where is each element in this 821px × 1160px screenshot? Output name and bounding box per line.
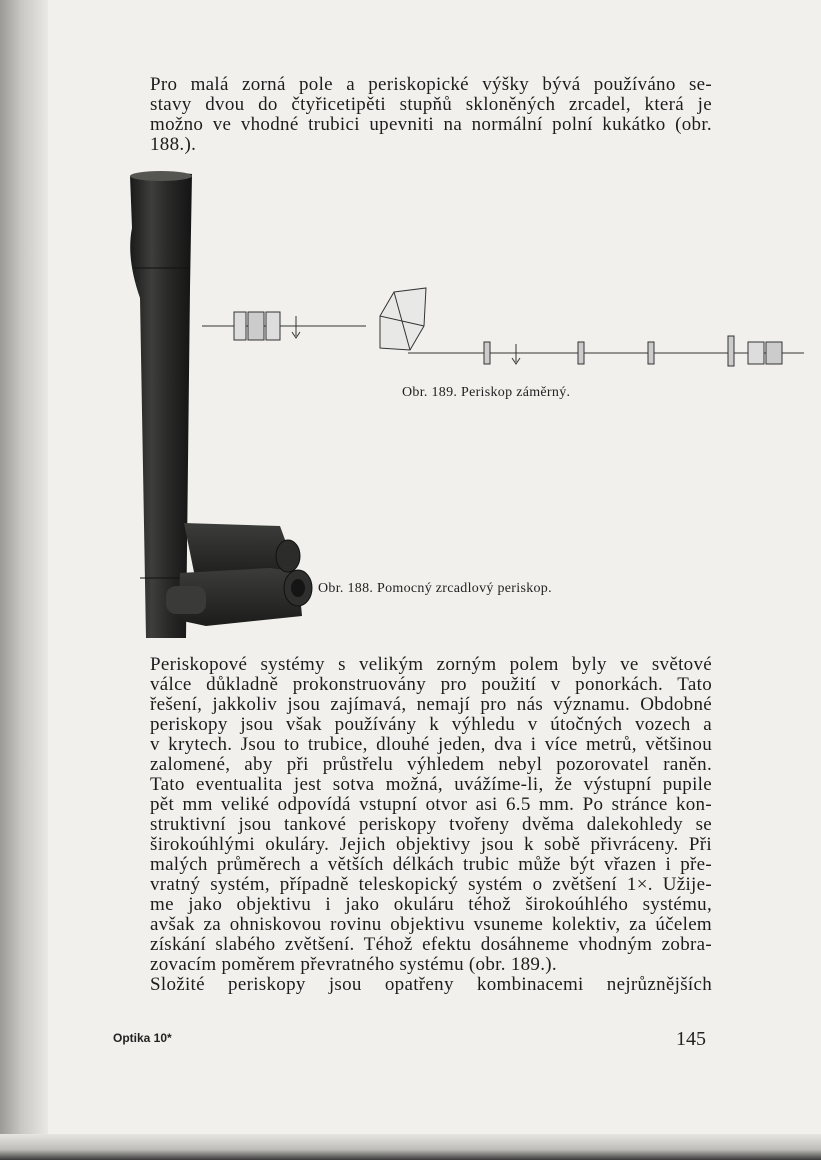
figure-188-caption: Obr. 188. Pomocný zrcadlový periskop. xyxy=(318,581,552,596)
text-line: možno ve vhodné trubici upevniti na normální polní kukátko (obr. xyxy=(150,114,712,135)
paragraph-mirror-periscope xyxy=(150,75,712,155)
text-line: avšak za ohniskovou rovinu objektivu vsuneme kolektiv, za účelem xyxy=(150,914,712,935)
text-line: Pro malá zorná pole a periskopické výšky bývá používáno se- xyxy=(150,74,712,95)
text-line: válce důkladně prokonstruovány pro použití v ponorkách. Tato xyxy=(150,674,712,695)
text-line: v krytech. Jsou to trubice, dlouhé jeden, dva i více metrů, většinou xyxy=(150,734,712,755)
printer-signature: Optika 10* xyxy=(113,1031,172,1045)
figure-189-periscope-diagram xyxy=(196,286,816,376)
page-gutter-shadow xyxy=(0,0,48,1160)
text-line: Periskopové systémy s velikým zorným polem byly ve světové xyxy=(150,654,712,675)
text-line: řešení, jakkoliv jsou zajímavá, nemají pro nás významu. Obdobné xyxy=(150,694,712,715)
text-line: periskopy jsou však používány k výhledu v útočných vozech a xyxy=(150,714,712,735)
text-line: pět mm veliké odpovídá vstupní otvor asi 6.5 mm. Po stránce kon- xyxy=(150,794,712,815)
figure-189-caption: Obr. 189. Periskop záměrný. xyxy=(402,385,571,400)
text-line: širokoúhlými okuláry. Jejich objektivy jsou k sobě přivráceny. Při xyxy=(150,834,712,855)
text-line: zovacím poměrem převratného systému (obr. 189.). xyxy=(150,954,557,975)
text-line: struktivní jsou tankové periskopy tvořeny dvěma dalekohledy se xyxy=(150,814,712,835)
text-line: malých průměrech a větších délkách trubic může být vřazen i pře- xyxy=(150,854,712,875)
text-line: Tato eventualita jest sotva možná, uvážíme-li, že výstupní pupile xyxy=(150,774,712,795)
text-line: me jako objektivu i jako okuláru téhož širokoúhlého systému, xyxy=(150,894,712,915)
text-line: stavy dvou do čtyřicetipěti stupňů skloněných zrcadel, která je xyxy=(150,94,712,115)
text-line: získání slabého zvětšení. Téhož efektu dosáhneme vhodným zobra- xyxy=(150,934,712,955)
text-line: zalomené, aby při průstřelu výhledem nebyl pozorovatel raněn. xyxy=(150,754,712,775)
page-bottom-shadow xyxy=(0,1134,821,1160)
figure-188-periscope-photo xyxy=(120,168,320,643)
paragraph-periscope-systems xyxy=(150,655,712,995)
text-line: Složité periskopy jsou opatřeny kombinacemi nejrůznějších xyxy=(150,974,712,995)
text-line: 188.). xyxy=(150,134,197,155)
page-number: 145 xyxy=(676,1028,706,1050)
text-line: vratný systém, případně teleskopický systém o zvětšení 1×. Užije- xyxy=(150,874,712,895)
